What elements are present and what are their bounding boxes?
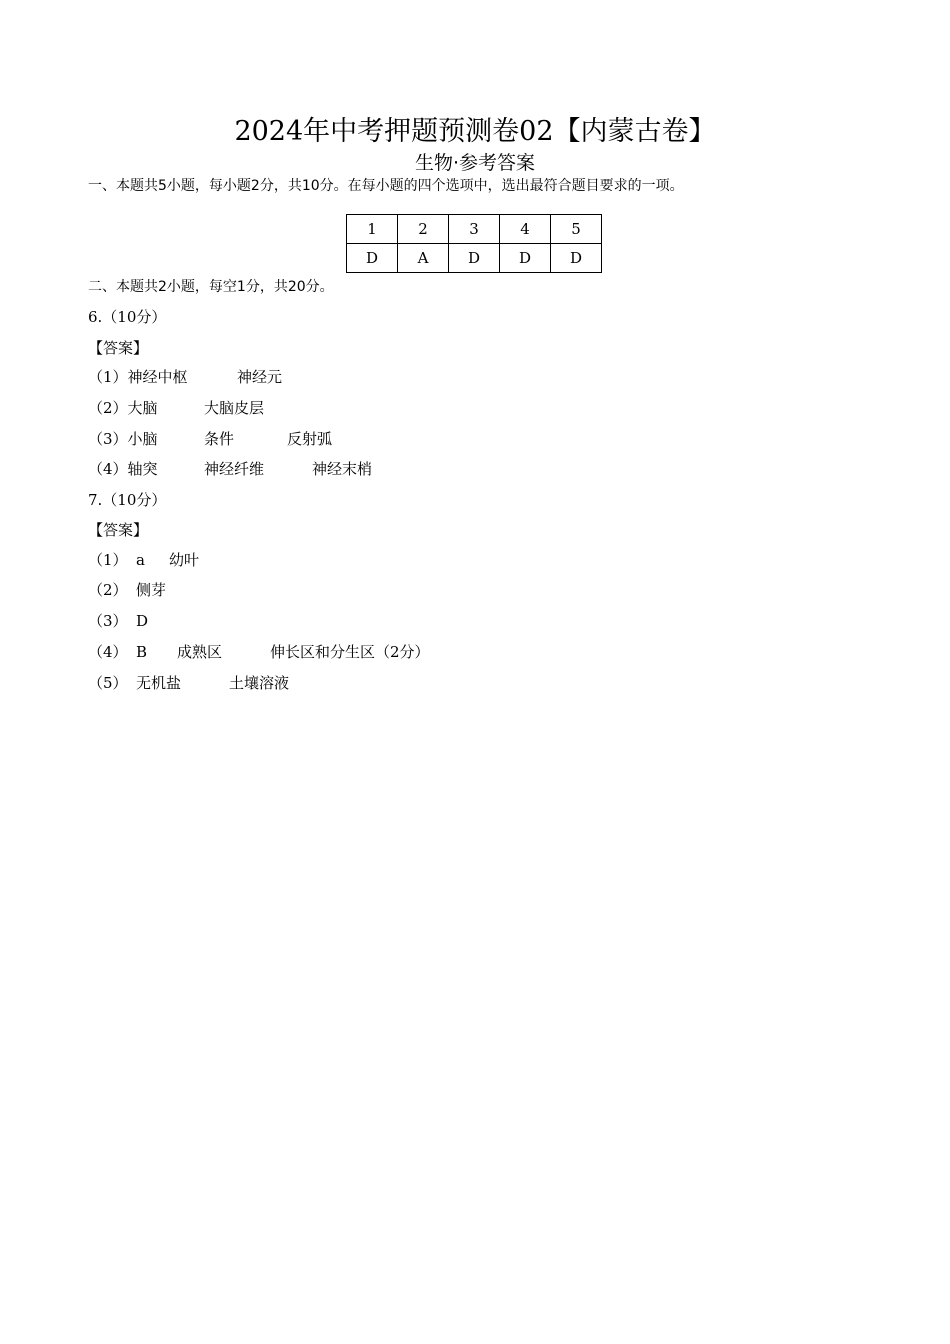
table-answer-cell: D	[449, 244, 500, 273]
answer-part: （1）	[88, 551, 128, 569]
q7-answer-label: 【答案】	[88, 521, 149, 539]
table-answer-cell: D	[500, 244, 551, 273]
answer-part: 幼叶	[169, 551, 200, 569]
page-title: 2024年中考押题预测卷02【内蒙古卷】	[234, 116, 716, 147]
answer-part: （2）	[88, 581, 128, 599]
answer-part: （3）	[88, 612, 128, 630]
answer-part: （5）	[88, 674, 128, 692]
table-header-cell: 1	[347, 215, 398, 244]
page-subtitle: 生物·参考答案	[414, 152, 536, 174]
answer-part: B	[136, 643, 148, 661]
table-header-cell: 5	[551, 215, 602, 244]
answer-part: （4）	[88, 643, 128, 661]
answer-part: 条件	[204, 430, 235, 448]
table-header-cell: 4	[500, 215, 551, 244]
answer-part: （2）大脑	[88, 399, 158, 417]
table-answer-cell: A	[398, 244, 449, 273]
answer-part: 反射弧	[287, 430, 333, 448]
answer-part: 伸长区和分生区（2分）	[270, 643, 430, 661]
answer-part: 神经末梢	[312, 460, 373, 478]
answer-part: 大脑皮层	[204, 399, 265, 417]
answer-part: a	[136, 551, 145, 569]
answer-part: （3）小脑	[88, 430, 158, 448]
answer-table	[346, 214, 602, 273]
answer-table-header-row	[347, 215, 602, 244]
q6-heading: 6.（10分）	[88, 308, 167, 326]
table-answer-cell: D	[347, 244, 398, 273]
answer-part: （4）轴突	[88, 460, 158, 478]
answer-part: 成熟区	[177, 643, 223, 661]
table-header-cell: 3	[449, 215, 500, 244]
answer-table-answer-row	[347, 244, 602, 273]
answer-part: 土壤溶液	[229, 674, 290, 692]
table-answer-cell: D	[551, 244, 602, 273]
q7-heading: 7.（10分）	[88, 491, 167, 509]
answer-part: 神经纤维	[204, 460, 265, 478]
section-1-instructions: 一、本题共5小题，每小题2分，共10分。在每小题的四个选项中，选出最符合题目要求的一项。	[88, 178, 684, 194]
section-2-instructions: 二、本题共2小题，每空1分，共20分。	[88, 279, 334, 295]
table-header-cell: 2	[398, 215, 449, 244]
answer-part: D	[136, 612, 149, 630]
answer-part: 无机盐	[136, 674, 182, 692]
answer-part: 神经元	[237, 368, 283, 386]
answer-part: （1）神经中枢	[88, 368, 188, 386]
q6-answer-label: 【答案】	[88, 339, 149, 357]
answer-part: 侧芽	[136, 581, 167, 599]
